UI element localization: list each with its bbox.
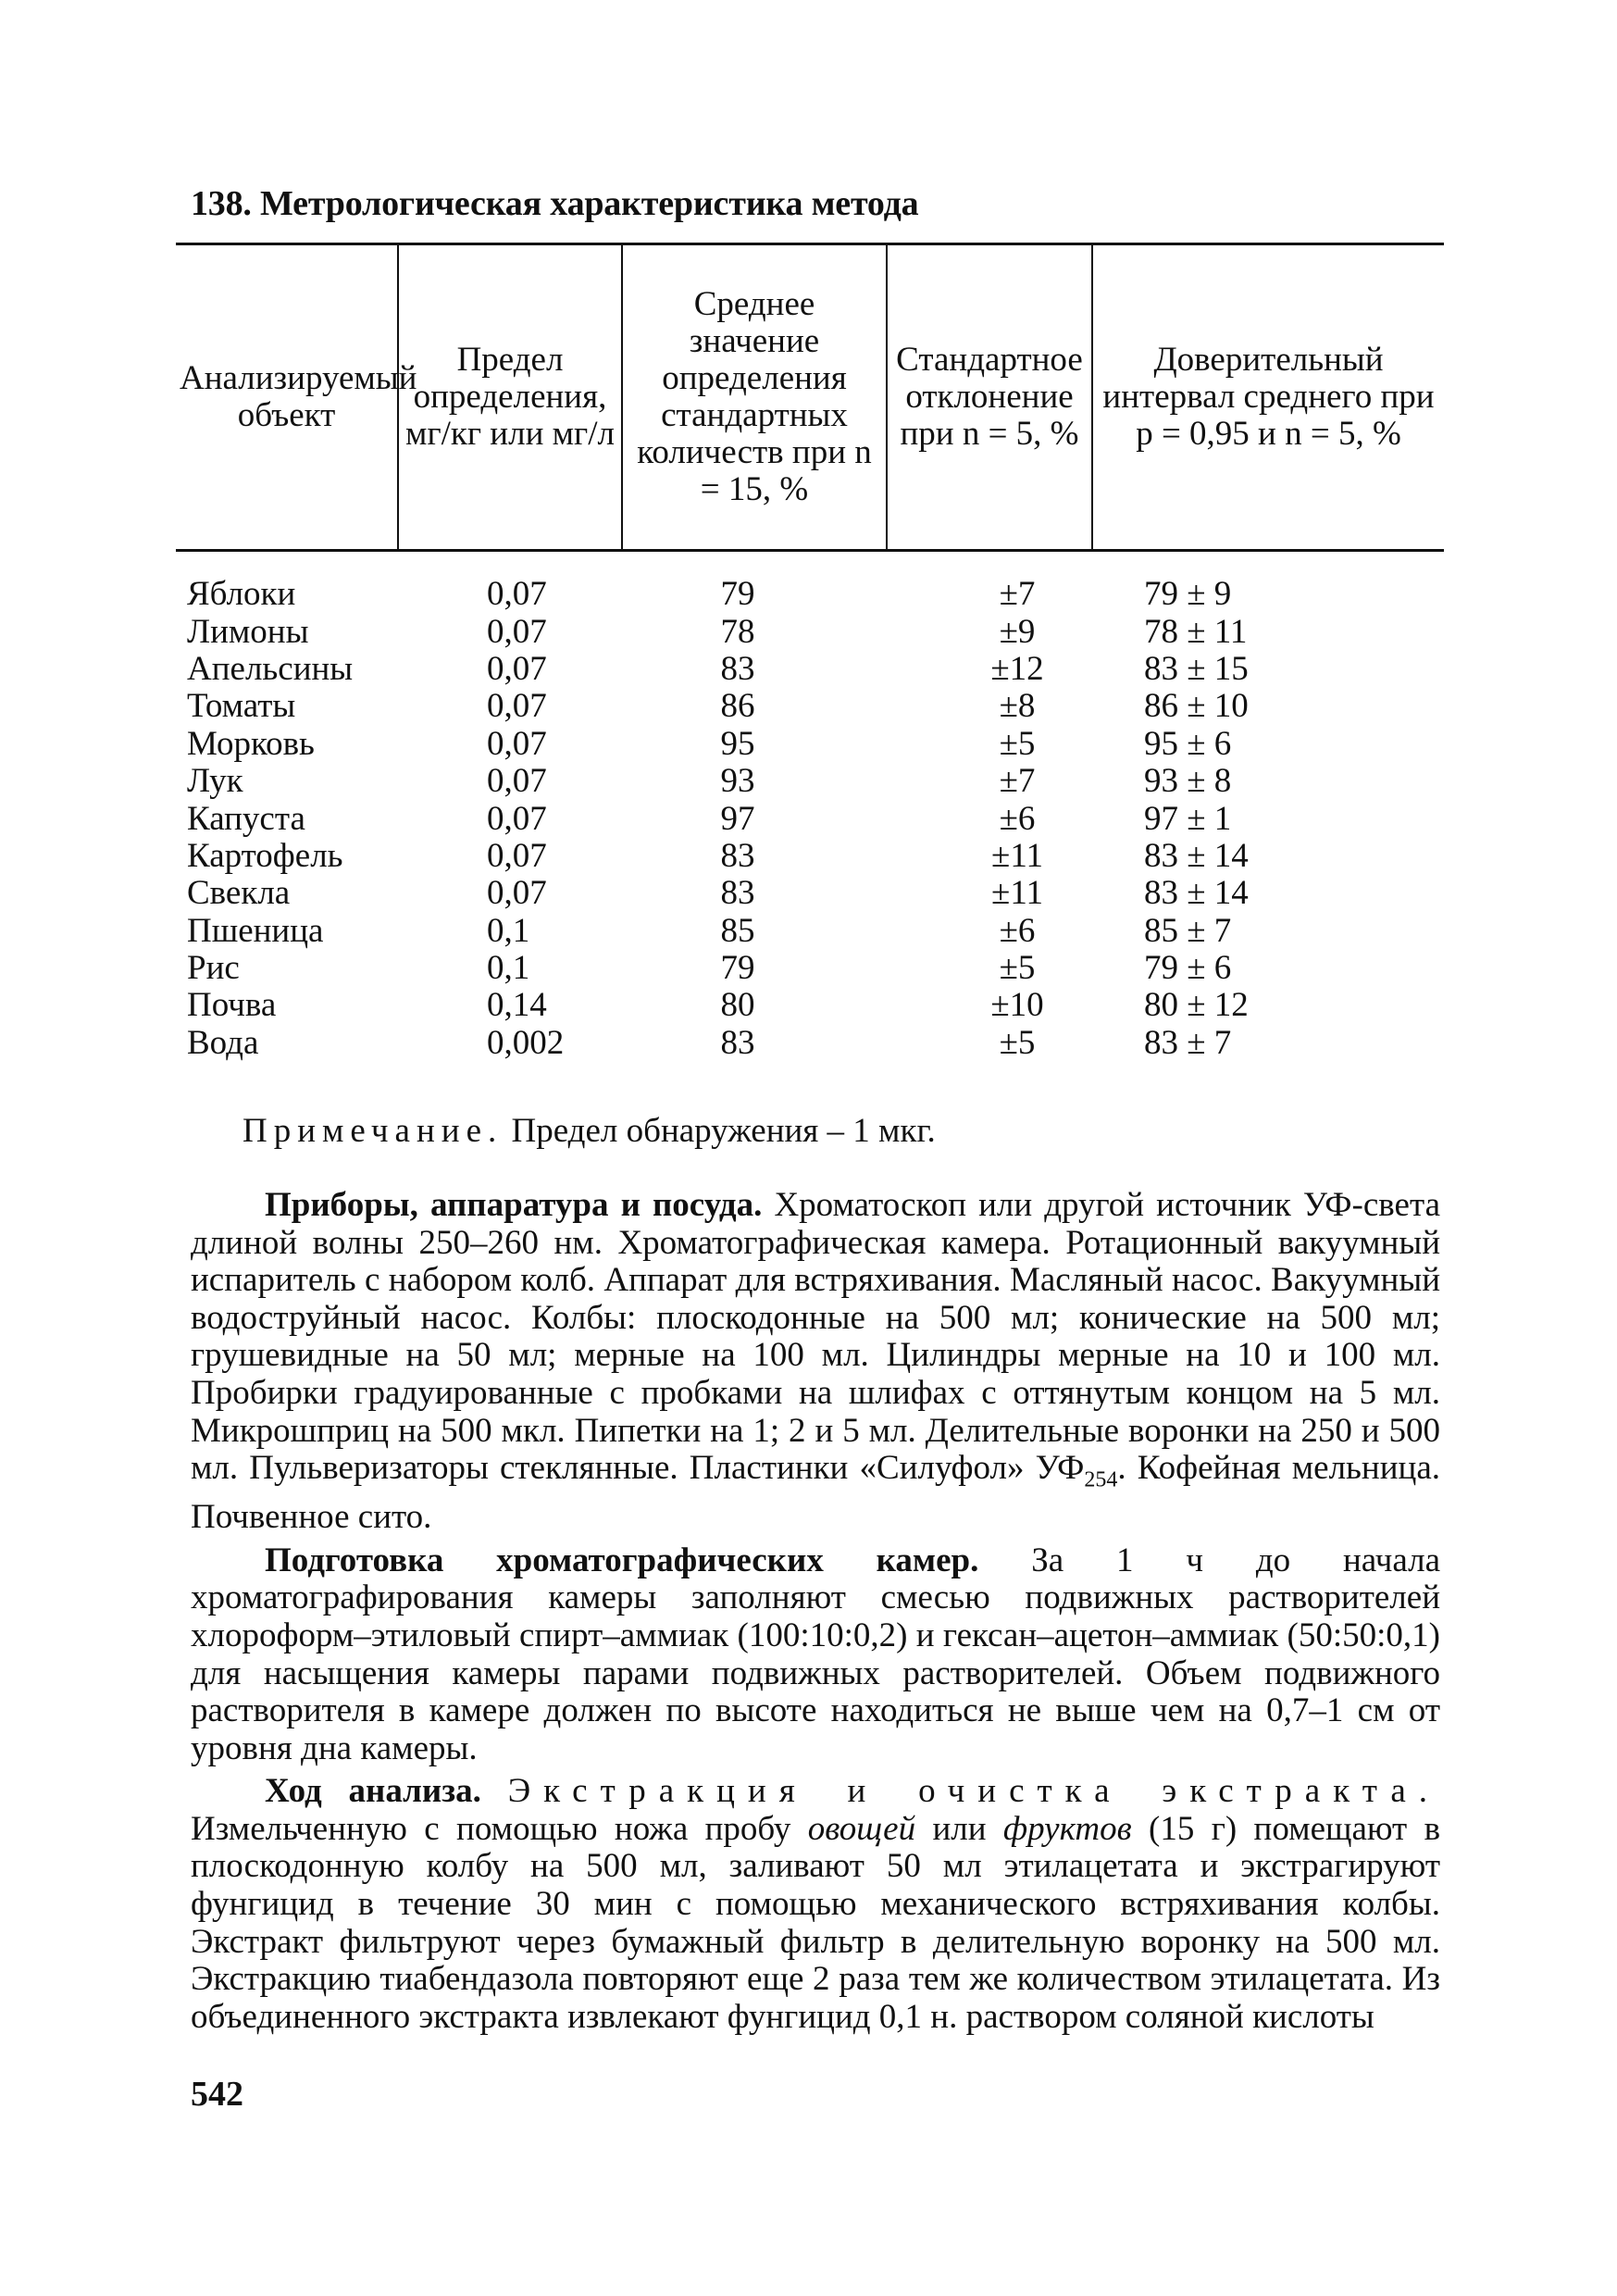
cell-object: Морковь [187,724,315,763]
paragraph-analysis [191,1773,1440,2036]
note-label: Примечание. [243,1112,504,1150]
table-row [176,1025,1444,1062]
table-row [176,875,1444,912]
table-body [176,551,1444,1063]
cell-std: ±7 [999,762,1036,801]
cell-limit: 0,1 [487,911,530,950]
cell-ci: 83 ± 7 [1144,1023,1232,1062]
table-row [176,688,1444,725]
table-row [176,987,1444,1024]
header-ci: Доверительный интервал среднего при p = 0,95 и n = 5, % [1092,244,1444,551]
table-row [176,763,1444,800]
header-limit: Предел определения, мг/кг или мг/л [398,244,622,551]
devices-text: Хроматоскоп или другой источник УФ-света длиной волны 250–260 нм. Хроматографическая камера. Ротационный вакуумный испаритель с набором колб. Аппарат для встряхивания. Масляный насос. Вакуумный водоструйный насос. Колбы: плоскодонные на 500 мл; конические на 500 мл; грушевидные на 50 мл; мерные на 100 мл. Цилиндры мерные на 10 и 100 мл. Пробирки градуированные с пробками на шлифах с оттянутым концом на 5 мл. Микрошприц на 500 мкл. Пипетки на 1; 2 и 5 мл. Делительные воронки на 250 и 500 мл. Пульверизаторы стеклянные. Пластинки «Силуфол» УФ [191,1186,1441,1488]
cell-std: ±5 [999,724,1036,763]
cell-limit: 0,07 [487,874,547,913]
table-caption: 138. Метрологическая характеристика метода [191,184,919,223]
prep-text: За 1 ч до начала хроматографирования камеры заполняют смесью подвижных растворителей хлороформ–этиловый спирт–аммиак (100:10:0,2) и гексан–ацетон–аммиак (50:50:0,1) для насыщения камеры парами подвижных растворителей. Объем подвижного растворителя в камере должен по высоте находиться не выше чем на 0,7–1 см от уровня дна камеры. [191,1541,1440,1767]
cell-object: Томаты [187,687,296,726]
cell-object: Капуста [187,799,305,838]
page-number: 542 [191,2075,243,2114]
cell-ci: 93 ± 8 [1144,762,1232,801]
cell-std: ±12 [990,649,1044,688]
cell-mean: 93 [720,762,755,801]
cell-mean: 83 [720,874,755,913]
cell-ci: 83 ± 14 [1144,836,1249,875]
metrology-table [176,243,1444,1062]
analysis-heading: Ход анализа. [265,1772,481,1811]
cell-std: ±10 [990,986,1044,1025]
cell-ci: 83 ± 15 [1144,649,1249,688]
cell-limit: 0,002 [487,1023,565,1062]
cell-object: Лимоны [187,612,309,651]
cell-std: ±11 [991,836,1043,875]
cell-limit: 0,07 [487,799,547,838]
cell-object: Рис [187,949,240,988]
cell-std: ±7 [999,575,1036,614]
analysis-text-1: Измельченную с помощью ножа пробу [191,1809,791,1848]
cell-ci: 79 ± 9 [1144,575,1232,614]
cell-limit: 0,07 [487,612,547,651]
cell-object: Апельсины [187,649,354,688]
cell-std: ±9 [999,612,1036,651]
cell-std: ±6 [999,799,1036,838]
cell-std: ±5 [999,1023,1036,1062]
analysis-text-3: (15 г) помещают в плоскодонную колбу на 500 мл, заливают 50 мл этилацетата и экстрагируют фунгицид в течение 30 мин с помощью механического встряхивания колбы. Экстракт фильтруют через бумажный фильтр в делительную воронку на 500 мл. Экстракцию тиабендазола повторяют еще 2 раза тем же количеством этилацетата. Из объединенного экстракта извлекают фунгицид 0,1 н. раствором соляной кислоты [191,1809,1441,2036]
cell-mean: 83 [720,649,755,688]
header-std: Стандартное отклонение при n = 5, % [887,244,1092,551]
analysis-text-2: или [932,1809,987,1848]
devices-heading: Приборы, аппаратура и посуда. [265,1186,763,1224]
paragraph-prep [191,1542,1440,1768]
note-text: Предел обнаружения – 1 мкг. [511,1112,936,1150]
body-text [191,1187,1440,2036]
devices-subscript: 254 [1084,1467,1118,1492]
cell-std: ±6 [999,911,1036,950]
cell-limit: 0,07 [487,724,547,763]
cell-limit: 0,07 [487,762,547,801]
cell-std: ±8 [999,687,1036,726]
analysis-italic-2: фруктов [1002,1809,1132,1848]
cell-ci: 97 ± 1 [1144,799,1232,838]
header-object: Анализируемый объект [176,244,398,551]
cell-ci: 80 ± 12 [1144,986,1249,1025]
cell-mean: 79 [720,949,755,988]
cell-limit: 0,1 [487,949,530,988]
paragraph-devices [191,1187,1440,1537]
header-mean: Среднее значение определения стандартных количеств при n = 15, % [622,244,887,551]
devices-text-end: . Кофейная мельница. Почвенное сито. [191,1449,1440,1537]
table-row [176,950,1444,987]
analysis-subheading: Экстракция и очистка экстракта. [507,1772,1440,1811]
prep-heading: Подготовка хроматографических камер. [265,1541,979,1579]
cell-limit: 0,07 [487,836,547,875]
table-header-row [176,244,1444,551]
cell-mean: 83 [720,1023,755,1062]
cell-object: Картофель [187,836,343,875]
cell-ci: 79 ± 6 [1144,949,1232,988]
cell-mean: 95 [720,724,755,763]
table-row [176,726,1444,763]
cell-std: ±11 [991,874,1043,913]
table-row [176,913,1444,950]
table-row [176,613,1444,650]
table-row [176,551,1444,614]
cell-object: Свекла [187,874,291,913]
cell-mean: 80 [720,986,755,1025]
cell-ci: 86 ± 10 [1144,687,1249,726]
cell-limit: 0,07 [487,575,547,614]
cell-object: Почва [187,986,277,1025]
cell-ci: 95 ± 6 [1144,724,1232,763]
cell-ci: 85 ± 7 [1144,911,1232,950]
cell-std: ±5 [999,949,1036,988]
cell-object: Пшеница [187,911,324,950]
cell-ci: 83 ± 14 [1144,874,1249,913]
cell-ci: 78 ± 11 [1144,612,1248,651]
cell-limit: 0,07 [487,687,547,726]
cell-mean: 97 [720,799,755,838]
table-note [243,1111,1446,1151]
cell-mean: 78 [720,612,755,651]
analysis-italic-1: овощей [807,1809,916,1848]
cell-object: Вода [187,1023,259,1062]
cell-mean: 83 [720,836,755,875]
table-row [176,838,1444,875]
cell-object: Яблоки [187,575,296,614]
cell-limit: 0,14 [487,986,547,1025]
cell-mean: 86 [720,687,755,726]
cell-mean: 79 [720,575,755,614]
cell-object: Лук [187,762,243,801]
table-row [176,651,1444,688]
cell-limit: 0,07 [487,649,547,688]
cell-mean: 85 [720,911,755,950]
table-row [176,800,1444,837]
